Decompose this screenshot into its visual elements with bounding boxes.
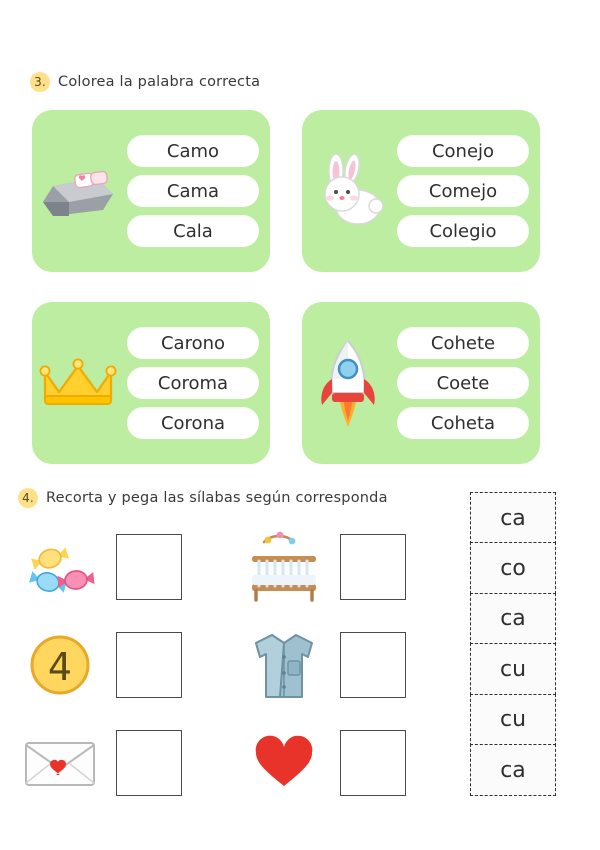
candy-icon: [18, 530, 102, 604]
syllable-cell[interactable]: ca: [470, 492, 556, 544]
word-option[interactable]: Coheta: [397, 407, 529, 439]
answer-box[interactable]: [116, 730, 182, 796]
word-option[interactable]: Coete: [397, 367, 529, 399]
crown-icon: [32, 302, 124, 464]
paste-item-heart: [242, 726, 406, 800]
heart-icon: [242, 726, 326, 800]
bed-icon: [32, 110, 124, 272]
number-four-icon: [18, 628, 102, 702]
paste-item-number-four: [18, 628, 182, 702]
syllable-cell[interactable]: co: [470, 542, 556, 594]
rabbit-icon: [302, 110, 394, 272]
exercise-4-heading: [18, 488, 388, 508]
syllable-cutout-strip: [470, 492, 556, 794]
svg-text:4: 4: [47, 645, 73, 689]
crib-icon: [242, 530, 326, 604]
word-option[interactable]: Coroma: [127, 367, 259, 399]
exercise-4-number: 4.: [18, 488, 38, 508]
word-option[interactable]: Camo: [127, 135, 259, 167]
answer-box[interactable]: [116, 632, 182, 698]
syllable-cell[interactable]: cu: [470, 694, 556, 746]
word-option[interactable]: Conejo: [397, 135, 529, 167]
word-option[interactable]: Carono: [127, 327, 259, 359]
word-card-rabbit: [302, 110, 540, 272]
answer-box[interactable]: [340, 632, 406, 698]
exercise-3-number: 3.: [30, 72, 50, 92]
word-options-crown: [124, 327, 270, 439]
shirt-icon: [242, 628, 326, 702]
word-option[interactable]: Comejo: [397, 175, 529, 207]
word-options-bed: [124, 135, 270, 247]
word-card-rocket: [302, 302, 540, 464]
word-card-bed: [32, 110, 270, 272]
word-option[interactable]: Colegio: [397, 215, 529, 247]
paste-item-candy: [18, 530, 182, 604]
paste-item-crib: [242, 530, 406, 604]
envelope-icon: [18, 726, 102, 800]
answer-box[interactable]: [340, 730, 406, 796]
exercise-3-instruction: Colorea la palabra correcta: [58, 74, 261, 90]
exercise-3-heading: [30, 72, 260, 92]
word-option[interactable]: Cohete: [397, 327, 529, 359]
word-card-crown: [32, 302, 270, 464]
paste-item-shirt: [242, 628, 406, 702]
word-options-rocket: [394, 327, 540, 439]
syllable-cell[interactable]: ca: [470, 744, 556, 796]
word-option[interactable]: Cama: [127, 175, 259, 207]
word-option[interactable]: Corona: [127, 407, 259, 439]
answer-box[interactable]: [116, 534, 182, 600]
paste-item-envelope: [18, 726, 182, 800]
answer-box[interactable]: [340, 534, 406, 600]
syllable-cell[interactable]: cu: [470, 643, 556, 695]
word-option[interactable]: Cala: [127, 215, 259, 247]
rocket-icon: [302, 302, 394, 464]
word-options-rabbit: [394, 135, 540, 247]
exercise-4-instruction: Recorta y pega las sílabas según corresponda: [46, 490, 388, 506]
syllable-cell[interactable]: ca: [470, 593, 556, 645]
